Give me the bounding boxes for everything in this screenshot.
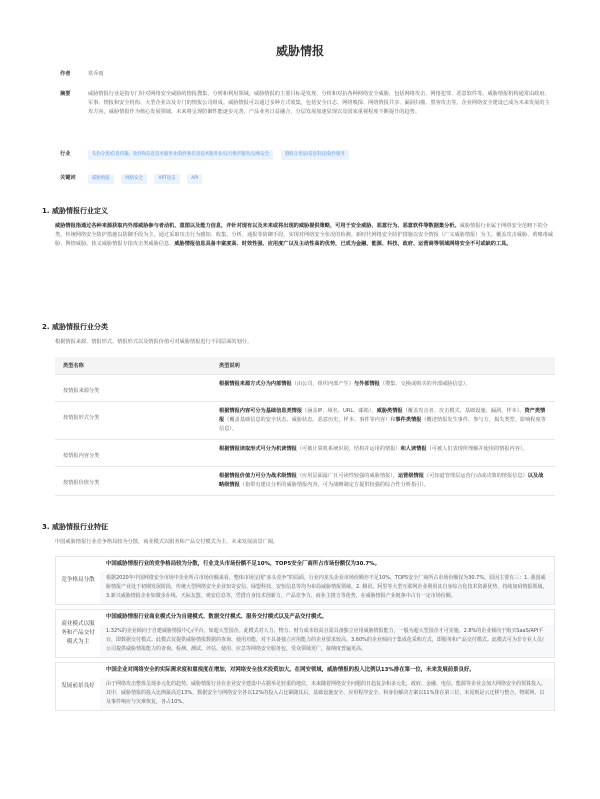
- feature-text: 根据2020年中国网络安全市场中企业所占市场份额来看，整体市场呈现“多头竞争”的局面，行业内龙头企业市场份额亦不足10%，TOP5安全厂商所占市场份额仅为30.7%。原因主要有三：1. 我国威胁情报产业处于初期发展阶段，传统大型网络安全企业知奇安信、绿盟科技、安恒信息等均为布局威胁情报领域。2. 腾讯、阿里等大型互联网企业利用其自身综合化技术资源优势，持续加码情报领域。3.新兴威胁情报企业如微步在线、天际友盟、观安信息等，凭借自身技术创新力，产品竞争力、商业主推力等优势，在威胁情报产业链条中占有一定市场份额。: [106, 575, 548, 599]
- feature-heading: 中国威胁情报行业的竞争格局较为分散，行业龙头市场份额不足10%，TOP5安全厂商所占市场份额仅为30.7%。: [100, 557, 554, 572]
- features-list: [55, 556, 555, 715]
- keywords-label: 关键词: [60, 175, 76, 181]
- keyword-tag[interactable]: 威胁情报: [88, 174, 114, 184]
- keyword-tag[interactable]: API: [187, 174, 202, 184]
- section-1-bold-2: 威胁情报信息具备丰富度高、时效性强、应用度广以及主动性高的优势，已成为金融、能源、科技、政府、运营商等领域网络安全不可或缺的工具。: [174, 241, 512, 247]
- feature-label: 商业模式以服务和产品交付模式为主: [61, 621, 95, 645]
- table-row: [55, 375, 555, 402]
- feature-heading: 中国威胁情报行业商业模式分为自建模式、数据交付模式、服务交付模式以及产品交付模式。: [100, 610, 554, 625]
- industry-tag[interactable]: 头豹分类/信息传输、软件和信息技术服务业/软件和信息技术服务业/运行维护服务/运维安全: [88, 150, 273, 160]
- section-1-body: [55, 222, 555, 249]
- table-cell-type: 按情报来源分类: [55, 375, 211, 402]
- abstract-text: 威胁情报行业是指专门针对网络安全威胁的情报搜集、分析和利用领域。威胁情报的主要目标是发现、分析和对抗各种网络安全威胁，包括网络攻击、网络犯罪、恶意软件等。威胁情报机构通常由政府、军事、情报和安全机构、大型企业以及专门的情报公司组成。威胁情报可以通过多种方式收集，包括安全日志、网络嗅探、网络情报共享、漏洞扫描、黑客攻击等。企业网络安全建设已成为未来发展的主攻方向，威胁情报作为核心发展领域，未来将呈现防御性能逐步完善，产品业务日益融合，分层发展加速显现以及国家重视程度不断提升的趋势。: [88, 91, 550, 115]
- table-cell-desc: 根据情报来源方式分为内部情报（由公司，组织内部产生）与外部情报（搜集、交换或购买的外部威胁信息）。: [211, 375, 555, 402]
- section-3-intro: 中国威胁情报行业竞争格局较为分散，商业模式以服务和产品交付模式为主，未来发展前景广阔。: [55, 539, 279, 545]
- column-header-desc: 类型说明: [211, 357, 555, 375]
- column-header-type: 类型名称: [55, 357, 211, 375]
- section-3-heading: 3. 威胁情报行业特征: [42, 523, 108, 531]
- keyword-tag[interactable]: 网络安全: [121, 174, 147, 184]
- table-cell-desc: 根据情报内容可分为基础信息类情报（涵盖IP、域名、URL、邮箱）、威胁类情报（覆盖攻击者、攻击模式、基础设施、漏洞、样本）、资产类情报（覆盖基础信息的安全状态、威胁状态、恶意历史，样本、事件等内容）和事件类情报（概述情报发生事件，参与方、损失类型、影响程度等信息）。: [211, 402, 555, 440]
- table-cell-type: 按情报内容分类: [55, 440, 211, 467]
- section-1-heading: 1. 威胁情报行业定义: [42, 207, 108, 215]
- author-name: 常乔雨: [88, 71, 104, 77]
- table-row: [55, 402, 555, 440]
- table-cell-type: 按情报价值分类: [55, 467, 211, 496]
- feature-row: [55, 662, 555, 711]
- table-row: [55, 440, 555, 467]
- feature-text: 由于网络攻击整体呈现多元化的趋势，威胁情报行业在企业安全建设中占据举足轻重的地位，未来随着网络安全问题的日趋复杂和多元化，政府、金融、电信、能源等企业会加大网络安全的预算投入。其中，威胁情报的投入比例最高达13%，数据安全与网络安全各以12%的投入占比紧随其后，基础设施安全、应用程序安全、和身份解决方案以11%排在第三位，末尾则是云迁移与整合，物联网、以及事件响应与灾难恢复，各占10%。: [106, 681, 547, 705]
- industry-label: 行业: [60, 151, 71, 157]
- abstract-label: 摘要: [60, 91, 71, 97]
- table-cell-desc: 根据情报价值力可分为战术级情报（应用层面最广且可读性较强的威胁情报），运营级情报（可知道管理层运营行动或决策的情报信息）以及战略级情报（指带有建议分析的威胁情报内容，可为战略制定方提供较强的综合性分析指引）。: [211, 467, 555, 496]
- table-row: [55, 467, 555, 496]
- abstract-row: [60, 90, 550, 136]
- keyword-tag[interactable]: APT攻击: [154, 174, 179, 184]
- feature-heading: 中国企业对网络安全的实际需求度和重视度在增加，对网络安全技术投资加大。在网安领域，威胁情报的投入比例以13%排在第一位，未来发展前景良好。: [100, 663, 554, 678]
- section-2-intro: 根据情报来源、情报形式、情报形式以及情报价值可对威胁情报进行不同层面的划分。: [55, 339, 253, 345]
- feature-label: 发展前景良好: [61, 683, 95, 689]
- page-title: 威胁情报: [275, 44, 324, 58]
- author-label: 作者: [60, 71, 71, 77]
- table-cell-type: 按情报形式分类: [55, 402, 211, 440]
- section-1-definition-bold: 威胁情报指通过各种来源获取内外部威胁参与者动机、意图以及能力信息，并针对现有以及未来或将出现的威胁提供策略，可用于安全威胁、恶意行为、恶意软件等数据集分析。: [55, 223, 460, 229]
- industry-tag[interactable]: 港股分类法/信息科技/软件服务: [281, 150, 349, 160]
- feature-text: 1.32%的企业倾向于自建威胁情报中心/平台，如超大型国企。此模式对人力、物力、财力成本较高且需具备独立应用威胁情报能力，一般为超大型国企才可实施。2.8%的企业倾向于购买SaaS/API平台，即数据交付模式。此模式仅提供威胁情报数据的查询、使用功能，对不具备独立应用能力的企业要求较高。3.60%的企业倾向于集成化采购方式，即服务和产品交付模式。此模式可为非专业人员/公司提供威胁情报能力的查询、检测、测试、评估、使用、应急等网络安全服务包，受众领域更广，接纳度普遍更高。: [106, 628, 544, 652]
- classification-table: [55, 357, 555, 496]
- table-cell-desc: 根据情报读取形式可分为机读情报（可被计算机系统识别，结构并运用的情报）和人读情报（可被人们表现所理解并使用的情报内容）。: [211, 440, 555, 467]
- feature-row: [55, 609, 555, 658]
- table-header-row: [55, 357, 555, 375]
- feature-row: [55, 556, 555, 605]
- section-2-heading: 2. 威胁情报行业分类: [42, 323, 108, 331]
- feature-label: 竞争格局分散: [61, 577, 95, 583]
- section-1-text: 威胁情报行业属于网络安全范畴下的分类。传统网络安全防护措施以防御手段为主。通过采取攻击行为感知、收集、分析、通报等防御手段，实现对网络安全状况的检测。新时代网络安全防护措施以安全情报（广义威胁情报）为主，覆盖攻击威胁、黄赌毒威胁、舆情威胁。狭义威胁情报专指攻击类威胁信息。: [55, 223, 554, 247]
